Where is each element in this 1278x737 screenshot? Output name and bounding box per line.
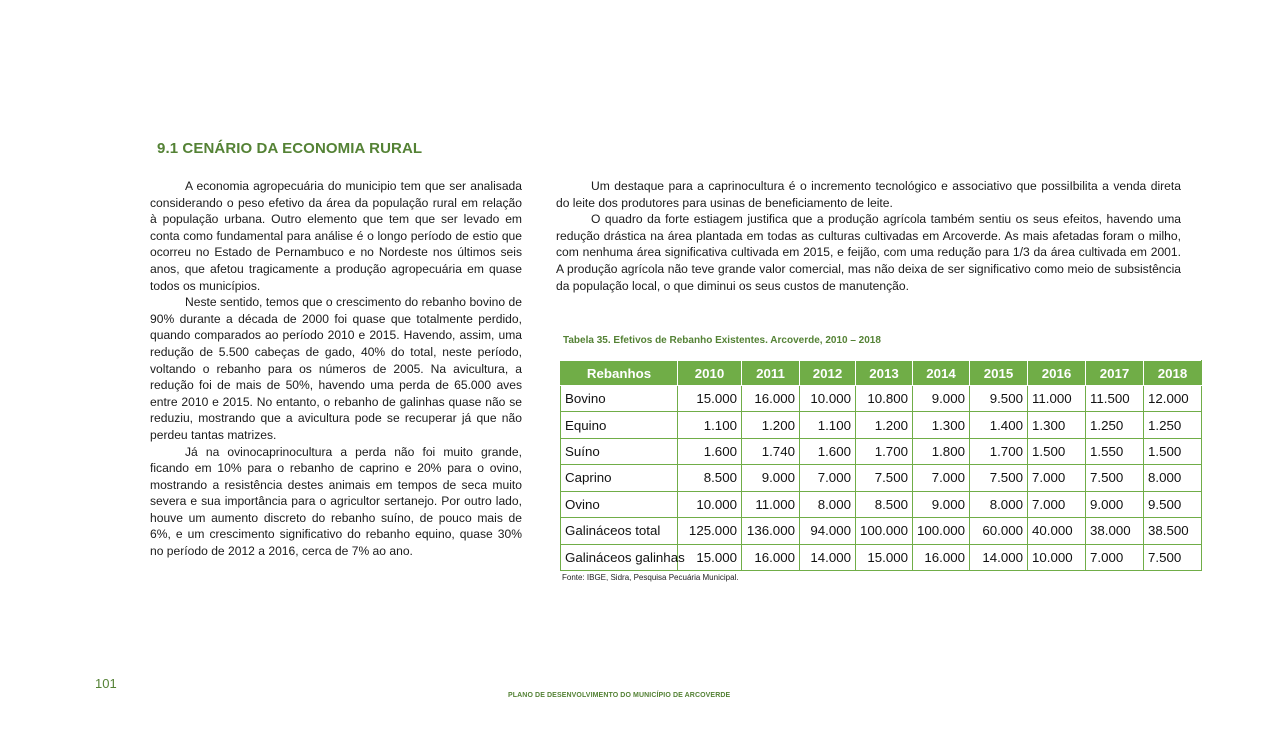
table-cell: 16.000 (742, 544, 800, 570)
table-cell: 1.740 (742, 438, 800, 464)
table-cell: 1.250 (1086, 412, 1144, 438)
table-cell: 14.000 (800, 544, 856, 570)
table-cell: 1.100 (800, 412, 856, 438)
table-cell: 8.000 (800, 491, 856, 517)
table-cell: 1.300 (1028, 412, 1086, 438)
section-heading: 9.1 CENÁRIO DA ECONOMIA RURAL (157, 140, 423, 157)
column-header-year: 2017 (1086, 361, 1144, 386)
table-source: Fonte: IBGE, Sidra, Pesquisa Pecuária Municipal. (562, 573, 739, 582)
column-header-year: 2011 (742, 361, 800, 386)
row-label: Equino (561, 412, 678, 438)
table-cell: 15.000 (856, 544, 913, 570)
column-header-year: 2015 (970, 361, 1028, 386)
row-label: Bovino (561, 386, 678, 412)
table-cell: 1.400 (970, 412, 1028, 438)
column-header-year: 2018 (1144, 361, 1202, 386)
table-cell: 9.000 (1086, 491, 1144, 517)
table-cell: 7.500 (1144, 544, 1202, 570)
table-cell: 1.100 (678, 412, 742, 438)
table-cell: 10.800 (856, 386, 913, 412)
column-header-year: 2016 (1028, 361, 1086, 386)
table-cell: 8.000 (970, 491, 1028, 517)
table-cell: 1.200 (742, 412, 800, 438)
table-cell: 14.000 (970, 544, 1028, 570)
table-cell: 94.000 (800, 518, 856, 544)
table-cell: 1.500 (1144, 438, 1202, 464)
table-cell: 136.000 (742, 518, 800, 544)
table-cell: 10.000 (678, 491, 742, 517)
table-cell: 9.500 (1144, 491, 1202, 517)
table-cell: 8.000 (1144, 465, 1202, 491)
paragraph: Neste sentido, temos que o crescimento do rebanho bovino de 90% durante a década de 2000 foi quase que totalmente perdido, quando comparados ao período 2010 e 2015. Havendo, assim, uma redução de 5.500 cabeças de gado, 40% do total, neste período, voltando o rebanho para os números de 2005. Na avicultura, a redução foi de mais de 50%, havendo uma perda de 65.000 aves entre 2010 e 2015. No entanto, o rebanho de galinhas quase não se reduziu, mostrando que a avicultura pode se recuperar já que não perdeu tantas matrizes. (150, 295, 522, 442)
table-cell: 9.500 (970, 386, 1028, 412)
column-header-year: 2012 (800, 361, 856, 386)
table-cell: 125.000 (678, 518, 742, 544)
table-cell: 38.000 (1086, 518, 1144, 544)
table-cell: 1.800 (913, 438, 970, 464)
right-text-column (556, 178, 1181, 294)
table-cell: 15.000 (678, 386, 742, 412)
table-cell: 7.000 (913, 465, 970, 491)
table-row (561, 465, 1202, 491)
table-cell: 1.250 (1144, 412, 1202, 438)
column-header-year: 2010 (678, 361, 742, 386)
table-cell: 16.000 (913, 544, 970, 570)
table-cell: 7.000 (1028, 465, 1086, 491)
column-header-year: 2014 (913, 361, 970, 386)
table-cell: 7.000 (1086, 544, 1144, 570)
table-cell: 1.700 (970, 438, 1028, 464)
left-text-column (150, 178, 522, 560)
table-cell: 11.500 (1086, 386, 1144, 412)
table-cell: 7.500 (856, 465, 913, 491)
table-header-row (561, 361, 1202, 386)
footer-title: PLANO DE DESENVOLVIMENTO DO MUNICÍPIO DE ARCOVERDE (508, 692, 731, 699)
table-caption: Tabela 35. Efetivos de Rebanho Existentes. Arcoverde, 2010 – 2018 (563, 335, 881, 346)
paragraph: Um destaque para a caprinocultura é o incremento tecnológico e associativo que possiIbilita a venda direta do leite dos produtores para usinas de beneficiamento de leite. (556, 179, 1181, 210)
table-cell: 40.000 (1028, 518, 1086, 544)
table-cell: 16.000 (742, 386, 800, 412)
table-cell: 1.600 (800, 438, 856, 464)
table-cell: 38.500 (1144, 518, 1202, 544)
row-label: Suíno (561, 438, 678, 464)
table-cell: 7.000 (800, 465, 856, 491)
table-cell: 8.500 (678, 465, 742, 491)
table-row (561, 438, 1202, 464)
table-cell: 9.000 (913, 386, 970, 412)
table-cell: 10.000 (1028, 544, 1086, 570)
table-cell: 8.500 (856, 491, 913, 517)
herd-table (560, 360, 1202, 571)
table-cell: 100.000 (913, 518, 970, 544)
paragraph: Já na ovinocaprinocultura a perda não foi muito grande, ficando em 10% para o rebanho de caprino e 20% para o ovino, mostrando a resistência destes animais em tempos de seca muito severa e sua importância para o agricultor sertanejo. Por outro lado, houve um aumento discreto do rebanho suíno, de pouco mais de 6%, e um crescimento significativo do rebanho equino, quase 30% no período de 2012 a 2016, cerca de 7% ao ano. (150, 444, 522, 559)
table-cell: 11.000 (1028, 386, 1086, 412)
table-cell: 60.000 (970, 518, 1028, 544)
table-cell: 7.500 (970, 465, 1028, 491)
table-cell: 9.000 (913, 491, 970, 517)
table-cell: 1.200 (856, 412, 913, 438)
table-cell: 9.000 (742, 465, 800, 491)
row-label: Galináceos galinhas (561, 544, 678, 570)
table-row (561, 491, 1202, 517)
table-cell: 7.500 (1086, 465, 1144, 491)
row-label: Caprino (561, 465, 678, 491)
table-cell: 100.000 (856, 518, 913, 544)
table-row (561, 386, 1202, 412)
row-label: Galináceos total (561, 518, 678, 544)
table-cell: 1.600 (678, 438, 742, 464)
column-header-year: 2013 (856, 361, 913, 386)
column-header-herd: Rebanhos (561, 361, 678, 386)
row-label: Ovino (561, 491, 678, 517)
paragraph: O quadro da forte estiagem justifica que a produção agrícola também sentiu os seus efeitos, havendo uma redução drástica na área plantada em todas as culturas cultivadas em Arcoverde. As mais afetadas foram o milho, com nenhuma área significativa cultivada em 2015, e feijão, com uma redução para 1/3 da área cultivada em 2001. A produção agrícola não teve grande valor comercial, mas não deixa de ser significativo como meio de subsistência da população local, o que diminui os seus custos de manutenção. (556, 212, 1181, 293)
table-cell: 10.000 (800, 386, 856, 412)
page-number: 101 (95, 676, 117, 691)
table-cell: 11.000 (742, 491, 800, 517)
table-cell: 1.550 (1086, 438, 1144, 464)
table-cell: 1.300 (913, 412, 970, 438)
table-row (561, 412, 1202, 438)
table-cell: 12.000 (1144, 386, 1202, 412)
table-cell: 15.000 (678, 544, 742, 570)
table-cell: 1.500 (1028, 438, 1086, 464)
paragraph: A economia agropecuária do municipio tem que ser analisada considerando o peso efetivo da área da população rural em relação à população urbana. Outro elemento que tem que ser levado em conta como fundamental para análise é o longo período de estio que ocorreu no Estado de Pernambuco e no Nordeste nos últimos seis anos, que afetou tragicamente a produção agropecuária em quase todos os municípios. (150, 179, 522, 293)
table-row (561, 518, 1202, 544)
table-row (561, 544, 1202, 570)
table-cell: 1.700 (856, 438, 913, 464)
table-cell: 7.000 (1028, 491, 1086, 517)
